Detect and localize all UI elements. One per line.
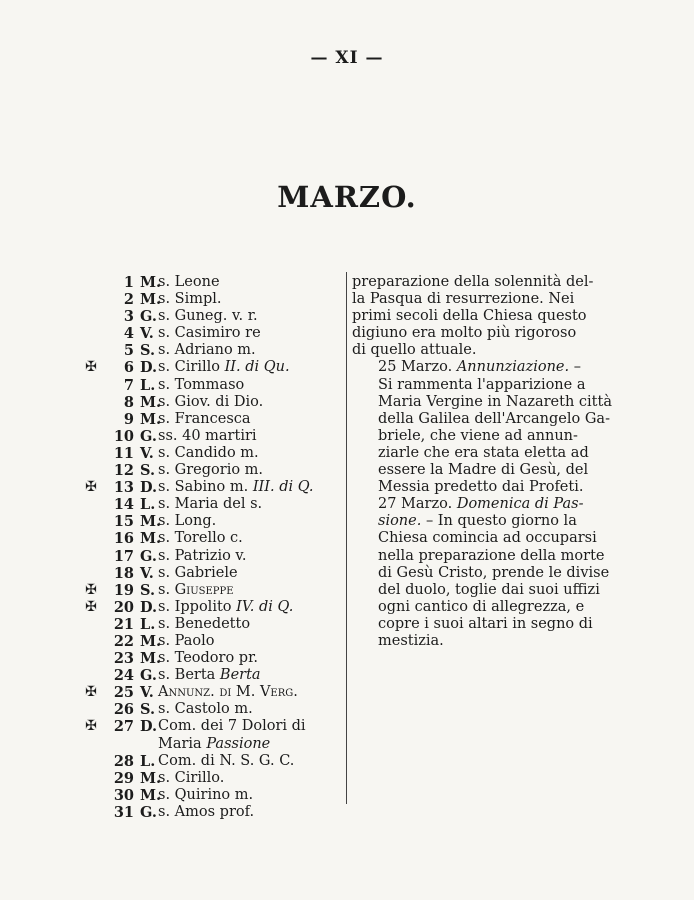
saint-name (158, 325, 261, 342)
calendar-row (82, 462, 344, 479)
saint-name (158, 394, 263, 411)
calendar-row (82, 274, 344, 291)
calendar-row (82, 582, 344, 599)
note-line (352, 342, 608, 359)
note-text: essere la Madre di Gesù, del (378, 462, 589, 479)
note-line (352, 633, 608, 650)
day-number: 8 (123, 393, 134, 411)
saint-name (158, 291, 222, 308)
note-text: preparazione della solennità del- (352, 274, 594, 290)
weekday-letter: S. (140, 581, 156, 599)
note-text: copre i suoi altari in segno di (378, 615, 593, 632)
saint-name (158, 633, 215, 650)
saint-text: Maria (158, 735, 207, 752)
saint-text: s. Francesca (158, 410, 251, 427)
note-text: – In questo giorno la (421, 513, 577, 530)
saint-name (158, 616, 250, 633)
calendar-column (82, 274, 344, 821)
calendar-row (82, 599, 344, 616)
note-paragraph (352, 359, 612, 496)
weekday-letter: G. (140, 308, 157, 326)
note-line (352, 325, 608, 342)
column-divider (346, 272, 347, 804)
calendar-row (82, 616, 344, 633)
note-line (352, 496, 608, 513)
note-line (352, 599, 608, 616)
saint-name (158, 684, 298, 701)
day-number: 7 (123, 376, 134, 394)
day-number: 13 (113, 479, 134, 497)
saint-name (158, 274, 220, 291)
note-line (352, 291, 608, 308)
note-text: sione. (378, 513, 422, 530)
note-text: di quello attuale. (352, 342, 477, 359)
saint-text: s. Torello c. (158, 530, 243, 547)
note-text: Messia predetto dai Profeti. (378, 479, 584, 496)
saint-name (158, 770, 224, 787)
weekday-letter: M. (140, 632, 162, 650)
saint-name (158, 462, 263, 479)
note-line (352, 393, 612, 411)
calendar-row (82, 633, 344, 650)
calendar-row (82, 684, 344, 701)
note-line (352, 359, 608, 376)
calendar-row (82, 394, 344, 411)
calendar-row (82, 291, 344, 308)
day-number: 27 (113, 718, 134, 736)
calendar-row (82, 770, 344, 787)
day-number: 20 (113, 598, 134, 616)
calendar-row (82, 325, 344, 342)
calendar-row (82, 804, 344, 821)
saint-text: ss. 40 martiri (158, 427, 257, 444)
day-number: 28 (113, 752, 134, 770)
saint-text: s. Cirillo. (158, 769, 225, 786)
note-text: primi secoli della Chiesa questo (352, 308, 587, 325)
saint-name (158, 718, 306, 735)
day-number: 22 (113, 632, 134, 650)
feast-cross-icon: ✠ (85, 684, 97, 701)
day-number: 31 (113, 803, 134, 821)
day-number: 16 (113, 530, 134, 548)
saint-text: s. Amos prof. (158, 803, 255, 820)
saint-text: s. Patrizio v. (158, 547, 247, 564)
saint-name (158, 667, 261, 684)
note-line (352, 565, 608, 582)
note-line (352, 274, 608, 291)
saint-name (158, 359, 290, 376)
saint-text: s. Adriano m. (158, 342, 256, 359)
liturgical-note: IV. di Q. (236, 598, 294, 615)
saint-text: s. Castolo m. (158, 701, 253, 718)
saint-name (158, 428, 257, 445)
note-line (352, 411, 608, 428)
liturgical-note: Berta (219, 667, 261, 684)
saint-text: s. Benedetto (158, 615, 251, 632)
liturgical-note: Passione (206, 735, 271, 752)
saint-name (158, 804, 254, 821)
weekday-letter: M. (140, 513, 162, 531)
weekday-letter: L. (140, 496, 156, 514)
calendar-row (82, 753, 344, 770)
saint-name (158, 548, 247, 565)
calendar-row (82, 479, 344, 496)
calendar-row (82, 359, 344, 376)
day-number: 6 (123, 359, 134, 377)
saint-text: s. Long. (158, 513, 217, 530)
weekday-letter: M. (140, 410, 162, 428)
weekday-letter: D. (140, 598, 158, 616)
day-number: 17 (113, 547, 134, 565)
notes-column (352, 274, 612, 650)
saint-text: Giuseppe (174, 581, 234, 598)
note-text: briele, che viene ad annun- (378, 427, 578, 444)
calendar-row (82, 342, 344, 359)
saint-text: Com. di N. S. G. C. (158, 752, 295, 769)
note-text: nella preparazione della morte (378, 547, 605, 564)
note-line (352, 462, 608, 479)
day-number: 23 (113, 650, 134, 668)
feast-cross-icon: ✠ (85, 479, 97, 496)
note-line (352, 308, 608, 325)
note-text: Maria Vergine in Nazareth città (378, 393, 612, 410)
day-number: 3 (123, 308, 134, 326)
calendar-row (82, 667, 344, 684)
saint-name (158, 308, 258, 325)
note-text: digiuno era molto più rigoroso (352, 325, 577, 342)
note-text: la Pasqua di resurrezione. Nei (352, 291, 575, 308)
saint-text: s. Tommaso (158, 376, 245, 393)
day-number: 21 (113, 615, 134, 633)
saint-name (158, 342, 256, 359)
calendar-row (82, 428, 344, 445)
note-text: Domenica di Pas- (456, 496, 584, 513)
note-line (352, 377, 608, 394)
note-text: del duolo, toglie dai suoi uffizi (378, 581, 600, 598)
calendar-row (82, 548, 344, 565)
note-text: 25 Marzo. (378, 359, 457, 376)
note-text: 27 Marzo. (378, 496, 457, 513)
saint-text: s. Berta (158, 667, 220, 684)
saint-text: s. Leone (158, 274, 220, 290)
saint-name (158, 530, 243, 547)
saint-name (158, 513, 216, 530)
weekday-letter: M. (140, 786, 162, 804)
note-line (352, 530, 608, 547)
day-number: 9 (123, 410, 134, 428)
saint-text: s. Ippolito (158, 598, 237, 615)
note-text: – (569, 359, 581, 376)
saint-name (158, 496, 262, 513)
day-number: 18 (113, 564, 134, 582)
calendar-row (82, 308, 344, 325)
day-number: 11 (113, 444, 134, 462)
calendar-row (82, 530, 344, 547)
saint-text: s. Candido m. (158, 444, 259, 461)
day-number: 19 (113, 581, 134, 599)
weekday-letter: V. (140, 444, 154, 462)
saint-name (158, 445, 259, 462)
weekday-letter: G. (140, 547, 157, 565)
liturgical-note: III. di Q. (252, 479, 314, 496)
saint-name (158, 787, 253, 804)
calendar-row (82, 736, 344, 753)
saint-text: Annunz. di M. Verg. (158, 684, 298, 701)
day-number: 30 (113, 786, 134, 804)
saint-text: s. Gabriele (158, 564, 238, 581)
calendar-row (82, 718, 344, 735)
calendar-row (82, 411, 344, 428)
saint-text: s. Giov. di Dio. (158, 393, 264, 410)
note-text: ziarle che era stata eletta ad (378, 444, 589, 461)
note-line (352, 428, 608, 445)
note-text: della Galilea dell'Arcangelo Ga- (378, 410, 610, 427)
saint-text: s. Paolo (158, 632, 215, 649)
weekday-letter: D. (140, 479, 158, 497)
weekday-letter: M. (140, 291, 162, 309)
note-paragraph (352, 496, 608, 650)
saint-name (158, 599, 293, 616)
month-title: MARZO. (277, 180, 417, 214)
feast-cross-icon: ✠ (85, 581, 97, 598)
saint-name (158, 411, 251, 428)
liturgical-note: II. di Qu. (224, 359, 290, 376)
day-number: 29 (113, 769, 134, 787)
note-line (352, 582, 608, 599)
weekday-letter: M. (140, 650, 162, 668)
weekday-letter: V. (140, 325, 154, 343)
saint-text: s. Maria del s. (158, 496, 263, 513)
saint-text: s. Quirino m. (158, 786, 254, 803)
weekday-letter: M. (140, 393, 162, 411)
weekday-letter: G. (140, 667, 157, 685)
weekday-letter: S. (140, 701, 156, 719)
feast-cross-icon: ✠ (85, 359, 97, 376)
weekday-letter: L. (140, 376, 156, 394)
weekday-letter: G. (140, 803, 157, 821)
feast-cross-icon: ✠ (85, 598, 97, 615)
calendar-row (82, 445, 344, 462)
day-number: 4 (123, 325, 134, 343)
note-paragraph (352, 274, 608, 359)
calendar-row (82, 496, 344, 513)
note-line (352, 445, 608, 462)
saint-name (158, 582, 234, 599)
saint-text: s. Sabino m. (158, 479, 253, 496)
page-header: — XI — (310, 48, 384, 68)
day-number: 2 (123, 291, 134, 309)
note-text: mestizia. (378, 632, 444, 649)
weekday-letter: V. (140, 684, 154, 702)
weekday-letter: M. (140, 769, 162, 787)
note-line (352, 616, 608, 633)
note-text: Annunziazione. (456, 359, 570, 376)
weekday-letter: L. (140, 615, 156, 633)
calendar-row (82, 565, 344, 582)
saint-text: s. Guneg. v. r. (158, 308, 258, 325)
note-line (352, 548, 608, 565)
day-number: 24 (113, 667, 134, 685)
feast-cross-icon: ✠ (85, 718, 97, 735)
note-text: ogni cantico di allegrezza, e (378, 598, 585, 615)
weekday-letter: S. (140, 342, 156, 360)
saint-name (158, 753, 294, 770)
note-text: di Gesù Cristo, prende le divise (378, 564, 610, 581)
calendar-row (82, 701, 344, 718)
weekday-letter: G. (140, 427, 157, 445)
day-number: 25 (113, 684, 134, 702)
weekday-letter: V. (140, 564, 154, 582)
note-line (352, 479, 608, 496)
calendar-row (82, 787, 344, 804)
calendar-row (82, 650, 344, 667)
note-text: Si rammenta l'apparizione a (378, 376, 586, 393)
calendar-row (82, 513, 344, 530)
saint-name (158, 479, 314, 496)
weekday-letter: M. (140, 530, 162, 548)
weekday-letter: D. (140, 718, 158, 736)
saint-text: s. Cirillo (158, 359, 225, 376)
saint-text: s. Teodoro pr. (158, 650, 259, 667)
day-number: 12 (113, 462, 134, 480)
note-text: Chiesa comincia ad occuparsi (378, 530, 597, 547)
saint-text: s. Simpl. (158, 291, 222, 308)
day-number: 5 (123, 342, 134, 360)
day-number: 26 (113, 701, 134, 719)
day-number: 15 (113, 513, 134, 531)
saint-name (158, 377, 244, 394)
saint-name (158, 701, 253, 718)
day-number: 10 (113, 427, 134, 445)
saint-text: s. Casimiro re (158, 325, 261, 342)
weekday-letter: S. (140, 462, 156, 480)
saint-name (158, 736, 270, 753)
day-number: 14 (113, 496, 134, 514)
day-number: 1 (123, 274, 134, 291)
saint-name (158, 650, 258, 667)
weekday-letter: L. (140, 752, 156, 770)
note-line (352, 513, 608, 530)
saint-text: Com. dei 7 Dolori di (158, 718, 306, 735)
saint-text: s. Gregorio m. (158, 462, 264, 479)
saint-text: s. (158, 581, 175, 598)
weekday-letter: M. (140, 274, 162, 291)
weekday-letter: D. (140, 359, 158, 377)
saint-name (158, 565, 238, 582)
calendar-row (82, 377, 344, 394)
